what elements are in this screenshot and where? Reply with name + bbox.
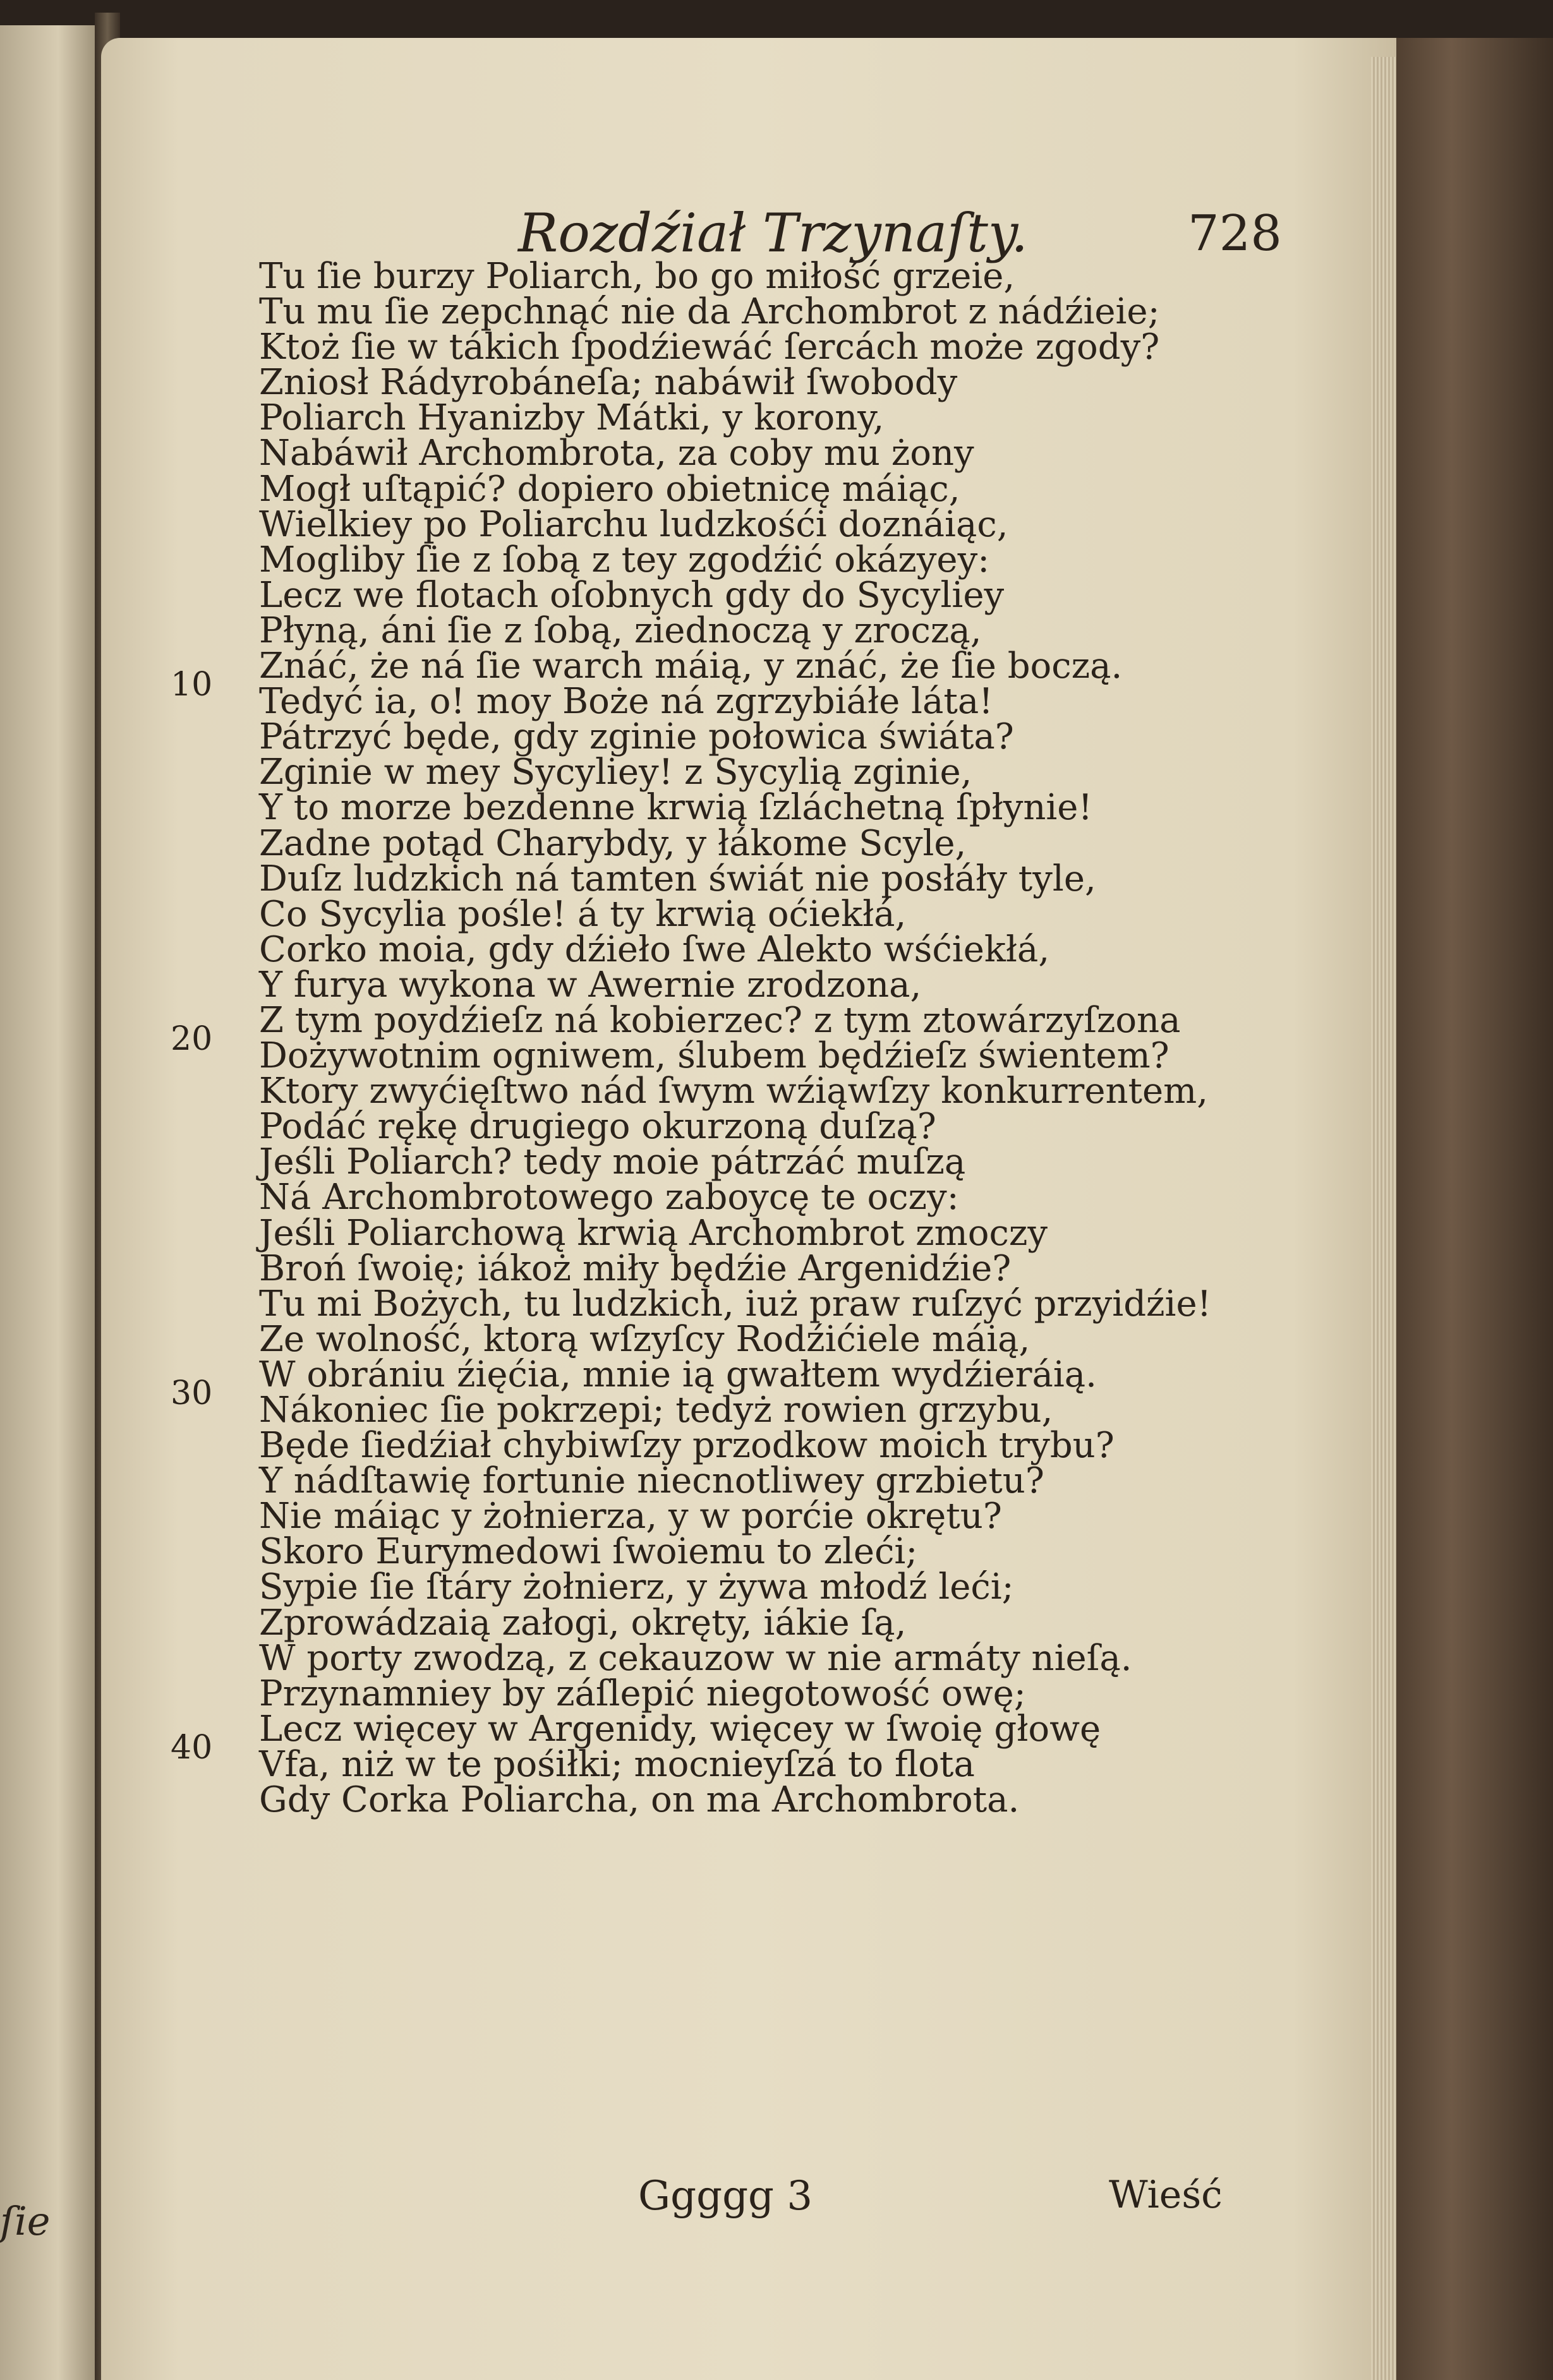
verse-line: Y furya wykona w Awernie zrodzona, (259, 964, 922, 1006)
verse-line: Ná Archombrotowego zaboycę te oczy: (259, 1177, 959, 1218)
verse-line: Y to morze bezdenne krwią ſzláchetną ſpłynie! (259, 787, 1092, 829)
line-number-30: 30 (171, 1374, 213, 1412)
verse-line: Lecz we flotach oſobnych gdy do Sycyliey (259, 574, 1005, 616)
verse-text (259, 256, 1371, 1821)
verse-line: Będe ſiedźiał chybiwſzy przodkow moich trybu? (259, 1425, 1115, 1467)
verse-line: Ze wolność, ktorą wſzyſcy Rodźićiele máią, (259, 1318, 1030, 1360)
line-number-40: 40 (171, 1729, 213, 1767)
verse-line: Mogliby ſie z ſobą z tey zgodźić okázyey: (259, 539, 990, 580)
verse-line: Z tym poydźieſz ná kobierzec? z tym ztowárzyſzona (259, 999, 1181, 1041)
page-number: 728 (1188, 205, 1282, 262)
running-head: Rozdźiał Trzynaſty. (518, 202, 1028, 264)
verse-line: Płyną, áni ſie z ſobą, ziednoczą y zroczą, (259, 610, 982, 651)
verse-line: Dożywotnim ogniwem, ślubem będźieſz świentem? (259, 1035, 1169, 1077)
line-number-10: 10 (171, 666, 213, 704)
verse-line: Wielkiey po Poliarchu ludzkośći doznáiąc, (259, 503, 1008, 545)
verse-line: Tu mi Bożych, tu ludzkich, iuż praw ruſzyć przyidźie! (259, 1283, 1212, 1325)
left-page-edge (0, 25, 106, 2380)
line-number-20: 20 (171, 1020, 213, 1058)
verse-line: Nie máiąc y żołnierza, y w porćie okrętu? (259, 1496, 1002, 1537)
book-cover-edge (1384, 38, 1553, 2380)
verse-line: Zginie w mey Sycyliey! z Sycylią zginie, (259, 752, 972, 793)
verse-line: Ktory zwyćięſtwo nád ſwym wźiąwſzy konkurrentem, (259, 1071, 1209, 1112)
signature-mark: Ggggg 3 (638, 2173, 813, 2220)
verse-line: Sypie ſie ſtáry żołnierz, y żywa młodź leći; (259, 1566, 1014, 1608)
verse-line: Y nádſtawię fortunie niecnotliwey grzbietu? (259, 1460, 1044, 1502)
verse-line: Vfa, niż w te pośiłki; mocnieyſzá to flota (259, 1743, 975, 1785)
verse-line: Nabáwił Archombrota, za coby mu żony (259, 433, 974, 474)
verse-line: W porty zwodzą, z cekauzow w nie armáty nieſą. (259, 1637, 1132, 1679)
verse-line: Skoro Eurymedowi ſwoiemu to zleći; (259, 1531, 918, 1573)
verse-line: Jeśli Poliarch? tedy moie pátrzáć muſzą (259, 1141, 966, 1183)
verse-line: Jeśli Poliarchową krwią Archombrot zmoczy (259, 1212, 1048, 1254)
verse-line: Tedyć ia, o! moy Boże ná zgrzybiáłe láta! (259, 681, 993, 723)
left-page-fragment: ſie (0, 2198, 51, 2244)
verse-line: Corko moia, gdy dźieło ſwe Alekto wśćiekłá, (259, 929, 1050, 970)
verse-line: Tu ſie burzy Poliarch, bo go miłość grzeie, (259, 256, 1015, 297)
verse-line: Przynamniey by záſlepić niegotowość owę; (259, 1673, 1026, 1714)
page-edges (1371, 57, 1396, 2380)
verse-line: Lecz więcey w Argenidy, więcey w ſwoię głowę (259, 1708, 1101, 1750)
verse-line: W obrániu źięćia, mnie ią gwałtem wydźieráią. (259, 1354, 1097, 1395)
verse-line: Zadne potąd Charybdy, y łákome Scyle, (259, 822, 967, 864)
catchword: Wieść (1109, 2173, 1223, 2217)
verse-line: Zprowádzaią załogi, okręty, iákie ſą, (259, 1602, 907, 1644)
verse-line: Ktoż ſie w tákich ſpodźiewáć ſercách może zgody? (259, 327, 1160, 368)
verse-line: Tu mu ſie zepchnąć nie da Archombrot z nádźieie; (259, 291, 1160, 333)
verse-line: Gdy Corka Poliarcha, on ma Archombrota. (259, 1779, 1020, 1821)
verse-line: Broń ſwoię; iákoż miły będźie Argenidźie? (259, 1247, 1012, 1289)
verse-line: Poliarch Hyanizby Mátki, y korony, (259, 397, 885, 439)
verse-line: Mogł uſtąpić? dopiero obietnicę máiąc, (259, 468, 960, 510)
verse-line: Co Sycylia pośle! á ty krwią oćiekłá, (259, 893, 907, 935)
verse-line: Nákoniec ſie pokrzepi; tedyż rowien grzybu, (259, 1390, 1053, 1431)
verse-line: Zniosł Rádyrobáneſa; nabáwił ſwobody (259, 362, 958, 404)
verse-line: Pátrzyć będe, gdy zginie połowica świáta? (259, 716, 1014, 758)
verse-line: Znáć, że ná ſie warch máią, y znáć, że ſie boczą. (259, 646, 1123, 687)
verse-line: Duſz ludzkich ná tamten świát nie posłáły tyle, (259, 858, 1096, 899)
verse-line: Podáć rękę drugiego okurzoną duſzą? (259, 1106, 936, 1148)
